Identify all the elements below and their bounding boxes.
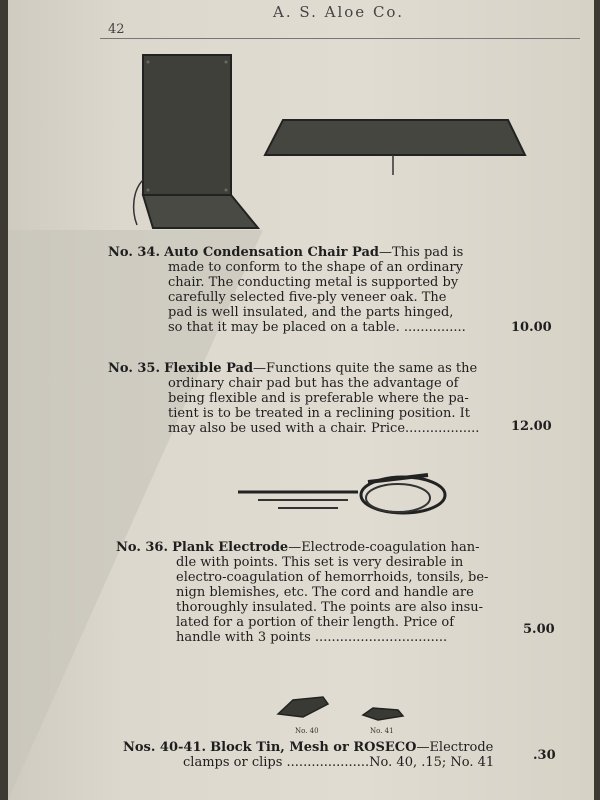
item-price: .30: [533, 748, 556, 763]
item-text-line: nign blemishes, etc. The cord and handle are: [176, 585, 474, 600]
catalog-item-36: [116, 540, 488, 645]
item-number: No. 34.: [108, 245, 160, 260]
clip-40-illustration: [273, 692, 333, 722]
item-text-line: may also be used with a chair. Price..................: [168, 421, 480, 436]
flexible-pad-illustration: [263, 110, 528, 180]
item-number: No. 35.: [108, 361, 160, 376]
item-price: 5.00: [523, 622, 555, 637]
item-text-line: electro-coagulation of hemorrhoids, tonsils, be-: [176, 570, 489, 585]
item-text-line: handle with 3 points ................................: [176, 630, 448, 645]
item-text-line: —Electrode-coagulation han-: [288, 540, 480, 555]
item-title: Plank Electrode: [172, 540, 289, 555]
catalog-item-34: [108, 245, 466, 335]
item-title: Flexible Pad: [164, 361, 254, 376]
item-text-line: dle with points. This set is very desirable in: [176, 555, 464, 570]
clip-41-caption: No. 41: [370, 727, 394, 735]
page-header-title: A. S. Aloe Co.: [273, 3, 404, 21]
item-text-line: —Electrode: [416, 740, 494, 755]
item-text-line: tient is to be treated in a reclining position. It: [168, 406, 470, 421]
electrode-illustration: [228, 470, 448, 530]
item-text-line: —Functions quite the same as the: [253, 361, 478, 376]
item-text-line: ordinary chair pad but has the advantage of: [168, 376, 459, 391]
item-text-line: thoroughly insulated. The points are also insu-: [176, 600, 484, 615]
item-text-line: clamps or clips ....................No. 40, .15; No. 41: [183, 755, 495, 770]
header-rule: [100, 38, 580, 39]
item-price: 10.00: [511, 320, 552, 335]
item-title: Auto Condensation Chair Pad: [164, 245, 379, 260]
item-text-line: chair. The conducting metal is supported by: [168, 275, 459, 290]
item-number: Nos. 40-41.: [123, 740, 207, 755]
clip-41-illustration: [358, 700, 408, 725]
item-text-line: pad is well insulated, and the parts hinged,: [168, 305, 454, 320]
item-price: 12.00: [511, 419, 552, 434]
page-number: 42: [108, 22, 125, 37]
item-text-line: made to conform to the shape of an ordinary: [168, 260, 463, 275]
item-number: No. 36.: [116, 540, 168, 555]
item-text-line: carefully selected five-ply veneer oak. The: [168, 290, 447, 305]
chair-pad-illustration: [123, 50, 273, 235]
item-text-line: lated for a portion of their length. Price of: [176, 615, 455, 630]
item-text-line: so that it may be placed on a table. ...............: [168, 320, 466, 335]
clip-40-caption: No. 40: [295, 727, 319, 735]
item-title: Block Tin, Mesh or ROSECO: [210, 740, 417, 755]
item-text-line: —This pad is: [378, 245, 464, 260]
catalog-page: [8, 0, 594, 800]
catalog-item-35: [108, 361, 479, 436]
item-text-line: being flexible and is preferable where the pa-: [168, 391, 469, 406]
catalog-item-40-41: [123, 740, 494, 770]
